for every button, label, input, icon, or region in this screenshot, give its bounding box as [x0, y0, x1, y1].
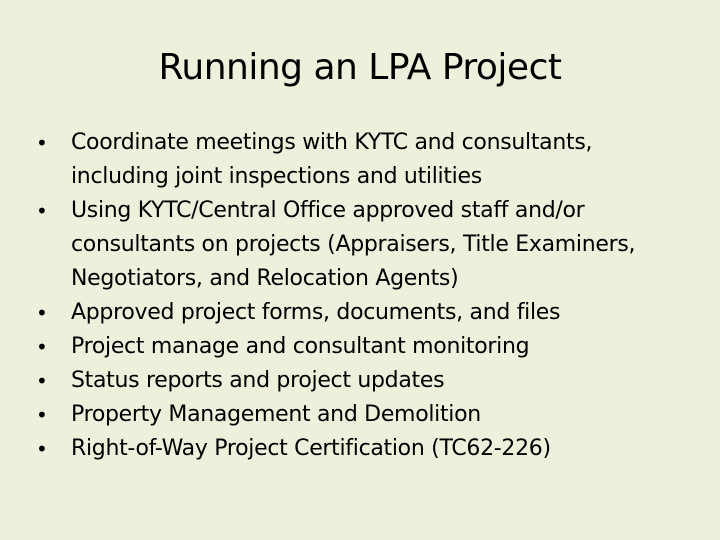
bullet-text: Using KYTC/Central Office approved staff and/or consultants on projects (Appraisers, Title Examiners, Negotiators, and Relocation Agents): [71, 198, 636, 291]
bullet-item-approved-staff: [36, 194, 686, 296]
bullet-item-project-forms: [36, 296, 686, 330]
bullet-text: Project manage and consultant monitoring: [71, 334, 530, 359]
bullet-icon: •: [36, 335, 48, 359]
bullet-item-property-management: [36, 398, 686, 432]
bullet-text: Property Management and Demolition: [71, 402, 481, 427]
bullet-list: [36, 126, 686, 466]
bullet-icon: •: [36, 369, 48, 393]
bullet-item-project-manage: [36, 330, 686, 364]
bullet-item-row-certification: [36, 432, 686, 466]
bullet-item-coordinate-meetings: [36, 126, 686, 194]
bullet-icon: •: [36, 301, 48, 325]
bullet-item-status-reports: [36, 364, 686, 398]
bullet-text: Right-of-Way Project Certification (TC62-226): [71, 436, 551, 461]
bullet-text: Approved project forms, documents, and files: [71, 300, 561, 325]
bullet-text: Coordinate meetings with KYTC and consultants, including joint inspections and utilities: [71, 130, 593, 189]
bullet-icon: •: [36, 199, 48, 223]
bullet-text: Status reports and project updates: [71, 368, 445, 393]
bullet-icon: •: [36, 131, 48, 155]
bullet-icon: •: [36, 437, 48, 461]
bullet-icon: •: [36, 403, 48, 427]
slide-title: Running an LPA Project: [158, 47, 562, 88]
